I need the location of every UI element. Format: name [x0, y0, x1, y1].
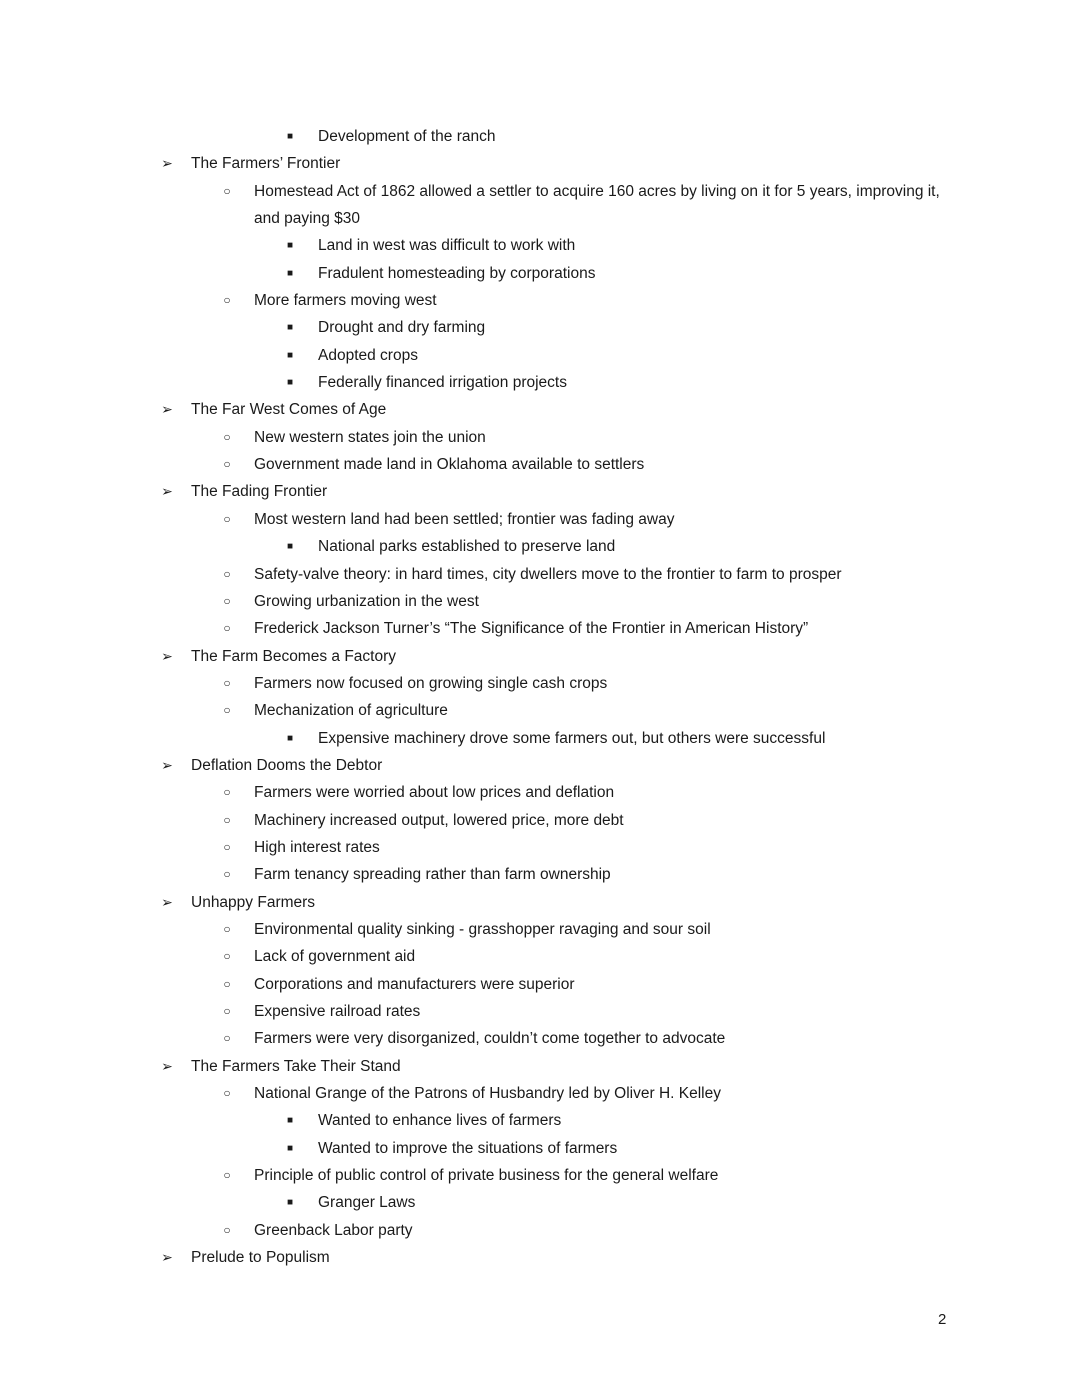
square-bullet-icon: ■: [286, 322, 294, 334]
arrow-bullet-icon: ➢: [161, 647, 173, 664]
outline-item-text: Granger Laws: [318, 1194, 416, 1212]
hollow-circle-bullet-icon: ○: [223, 1086, 231, 1101]
outline-item-level-2: [0, 1217, 1080, 1244]
outline-item-text: Federally financed irrigation projects: [318, 374, 567, 392]
outline-item-text: Farmers were worried about low prices and deflation: [254, 784, 615, 802]
hollow-circle-bullet-icon: ○: [223, 921, 231, 936]
outline-item-text: The Farm Becomes a Factory: [191, 647, 397, 665]
hollow-circle-bullet-icon: ○: [223, 812, 231, 827]
outline-item-text: Fradulent homesteading by corporations: [318, 264, 596, 282]
square-bullet-icon: ■: [286, 349, 294, 361]
arrow-bullet-icon: ➢: [161, 756, 173, 773]
outline-item-text: Government made land in Oklahoma available to settlers: [254, 456, 645, 474]
outline-item-text: Farmers now focused on growing single cash crops: [254, 674, 608, 692]
hollow-circle-bullet-icon: ○: [223, 839, 231, 854]
outline-item-level-2: [0, 451, 1080, 478]
outline-item-level-1: [0, 150, 1080, 177]
arrow-bullet-icon: ➢: [161, 893, 173, 910]
outline-item-level-1: [0, 643, 1080, 670]
outline-item-level-2: [0, 670, 1080, 697]
outline-item-level-2: [0, 1025, 1080, 1052]
outline-item-text: Wanted to improve the situations of farmers: [318, 1139, 618, 1157]
arrow-bullet-icon: ➢: [161, 483, 173, 500]
outline-item-text: Farm tenancy spreading rather than farm ownership: [254, 866, 611, 884]
outline-item-level-2: [0, 971, 1080, 998]
outline-item-level-3: [0, 314, 1080, 341]
outline-item-level-1: [0, 1053, 1080, 1080]
hollow-circle-bullet-icon: ○: [223, 183, 231, 198]
square-bullet-icon: ■: [286, 1115, 294, 1127]
outline-item-text: Farmers were very disorganized, couldn’t come together to advocate: [254, 1030, 726, 1048]
arrow-bullet-icon: ➢: [161, 1057, 173, 1074]
outline-item-text: Most western land had been settled; frontier was fading away: [254, 510, 675, 528]
outline-item-level-2: [0, 998, 1080, 1025]
outline-item-level-2: [0, 943, 1080, 970]
outline-item-text: Development of the ranch: [318, 128, 496, 145]
outline-item-text: The Farmers’ Frontier: [191, 155, 341, 173]
outline-item-level-1: [0, 752, 1080, 779]
outline-item-level-2: [0, 561, 1080, 588]
outline-item-text: Prelude to Populism: [191, 1249, 330, 1267]
square-bullet-icon: ■: [286, 541, 294, 553]
outline-item-text: Adopted crops: [318, 346, 418, 364]
outline-item-text: Unhappy Farmers: [191, 893, 316, 911]
outline-item-level-3: [0, 232, 1080, 259]
outline-item-text: Environmental quality sinking - grasshopper ravaging and sour soil: [254, 920, 711, 938]
outline-item-level-2: [0, 506, 1080, 533]
outline-item-level-2: [0, 287, 1080, 314]
square-bullet-icon: ■: [286, 1197, 294, 1209]
outline-item-level-3: [0, 1135, 1080, 1162]
outline-item-level-3: [0, 342, 1080, 369]
arrow-bullet-icon: ➢: [161, 155, 173, 172]
square-bullet-icon: ■: [286, 1142, 294, 1154]
outline-item-level-3: [0, 725, 1080, 752]
outline-item-text: Corporations and manufacturers were superior: [254, 975, 575, 993]
outline-item-level-2: [0, 1080, 1080, 1107]
hollow-circle-bullet-icon: ○: [223, 703, 231, 718]
outline-item-text: Frederick Jackson Turner’s “The Significance of the Frontier in American History”: [254, 620, 809, 638]
hollow-circle-bullet-icon: ○: [223, 1168, 231, 1183]
outline-item-text: Deflation Dooms the Debtor: [191, 756, 383, 774]
outline-item-level-1: [0, 889, 1080, 916]
outline-item-text: Safety-valve theory: in hard times, city dwellers move to the frontier to farm to prosper: [254, 565, 842, 583]
hollow-circle-bullet-icon: ○: [223, 593, 231, 608]
hollow-circle-bullet-icon: ○: [223, 949, 231, 964]
outline-item-level-3: [0, 260, 1080, 287]
outline-item-level-2: [0, 834, 1080, 861]
outline-item-level-2: [0, 807, 1080, 834]
arrow-bullet-icon: ➢: [161, 401, 173, 418]
outline-item-level-1: [0, 478, 1080, 505]
outline-item-level-2: [0, 615, 1080, 642]
outline-item-level-2: [0, 588, 1080, 615]
outline-item-text: Homestead Act of 1862 allowed a settler to acquire 160 acres by living on it for 5 years, improving it, and paying $30: [254, 182, 940, 228]
outline-item-text: The Farmers Take Their Stand: [191, 1057, 401, 1075]
hollow-circle-bullet-icon: ○: [223, 976, 231, 991]
outline-item-text: National Grange of the Patrons of Husbandry led by Oliver H. Kelley: [254, 1085, 721, 1103]
outline-item-text: High interest rates: [254, 838, 380, 856]
outline-item-text: Principle of public control of private business for the general welfare: [254, 1167, 719, 1185]
outline-item-text: The Fading Frontier: [191, 483, 328, 501]
page-number: 2: [938, 1311, 947, 1328]
square-bullet-icon: ■: [286, 267, 294, 279]
outline-item-level-2: [0, 916, 1080, 943]
square-bullet-icon: ■: [286, 131, 294, 142]
outline-item-level-1: [0, 396, 1080, 423]
hollow-circle-bullet-icon: ○: [223, 511, 231, 526]
hollow-circle-bullet-icon: ○: [223, 429, 231, 444]
outline-item-text: The Far West Comes of Age: [191, 401, 387, 419]
outline-item-text: Mechanization of agriculture: [254, 702, 448, 720]
outline-item-level-2: [0, 861, 1080, 888]
hollow-circle-bullet-icon: ○: [223, 457, 231, 472]
outline-item-text: Expensive railroad rates: [254, 1003, 421, 1020]
hollow-circle-bullet-icon: ○: [223, 785, 231, 800]
outline-item-level-1: [0, 1244, 1080, 1271]
hollow-circle-bullet-icon: ○: [223, 621, 231, 636]
square-bullet-icon: ■: [286, 240, 294, 252]
outline-item-text: More farmers moving west: [254, 292, 437, 310]
hollow-circle-bullet-icon: ○: [223, 1031, 231, 1046]
outline-item-level-2: [0, 779, 1080, 806]
outline-item-level-2: [0, 1162, 1080, 1189]
hollow-circle-bullet-icon: ○: [223, 1222, 231, 1237]
outline-item-text: Expensive machinery drove some farmers out, but others were successful: [318, 729, 826, 747]
hollow-circle-bullet-icon: ○: [223, 1004, 231, 1018]
hollow-circle-bullet-icon: ○: [223, 293, 231, 308]
square-bullet-icon: ■: [286, 732, 294, 744]
outline-document: [0, 123, 1080, 1271]
outline-item-text: Wanted to enhance lives of farmers: [318, 1112, 562, 1130]
outline-item-level-2: [0, 424, 1080, 451]
arrow-bullet-icon: ➢: [161, 1249, 173, 1266]
outline-item-level-2: [0, 178, 1080, 233]
hollow-circle-bullet-icon: ○: [223, 566, 231, 581]
outline-item-text: Machinery increased output, lowered price, more debt: [254, 811, 624, 829]
outline-item-text: Lack of government aid: [254, 948, 416, 966]
hollow-circle-bullet-icon: ○: [223, 675, 231, 690]
outline-item-level-3: [0, 123, 1080, 150]
outline-item-text: National parks established to preserve land: [318, 538, 616, 556]
outline-item-level-3: [0, 1189, 1080, 1216]
outline-item-level-2: [0, 697, 1080, 724]
outline-item-text: Land in west was difficult to work with: [318, 237, 576, 255]
outline-item-text: Growing urbanization in the west: [254, 592, 479, 610]
outline-item-level-3: [0, 1107, 1080, 1134]
outline-item-level-3: [0, 533, 1080, 560]
outline-item-text: Drought and dry farming: [318, 319, 486, 337]
outline-item-text: New western states join the union: [254, 428, 486, 446]
outline-item-text: Greenback Labor party: [254, 1221, 413, 1239]
hollow-circle-bullet-icon: ○: [223, 867, 231, 882]
outline-item-level-3: [0, 369, 1080, 396]
square-bullet-icon: ■: [286, 377, 294, 389]
